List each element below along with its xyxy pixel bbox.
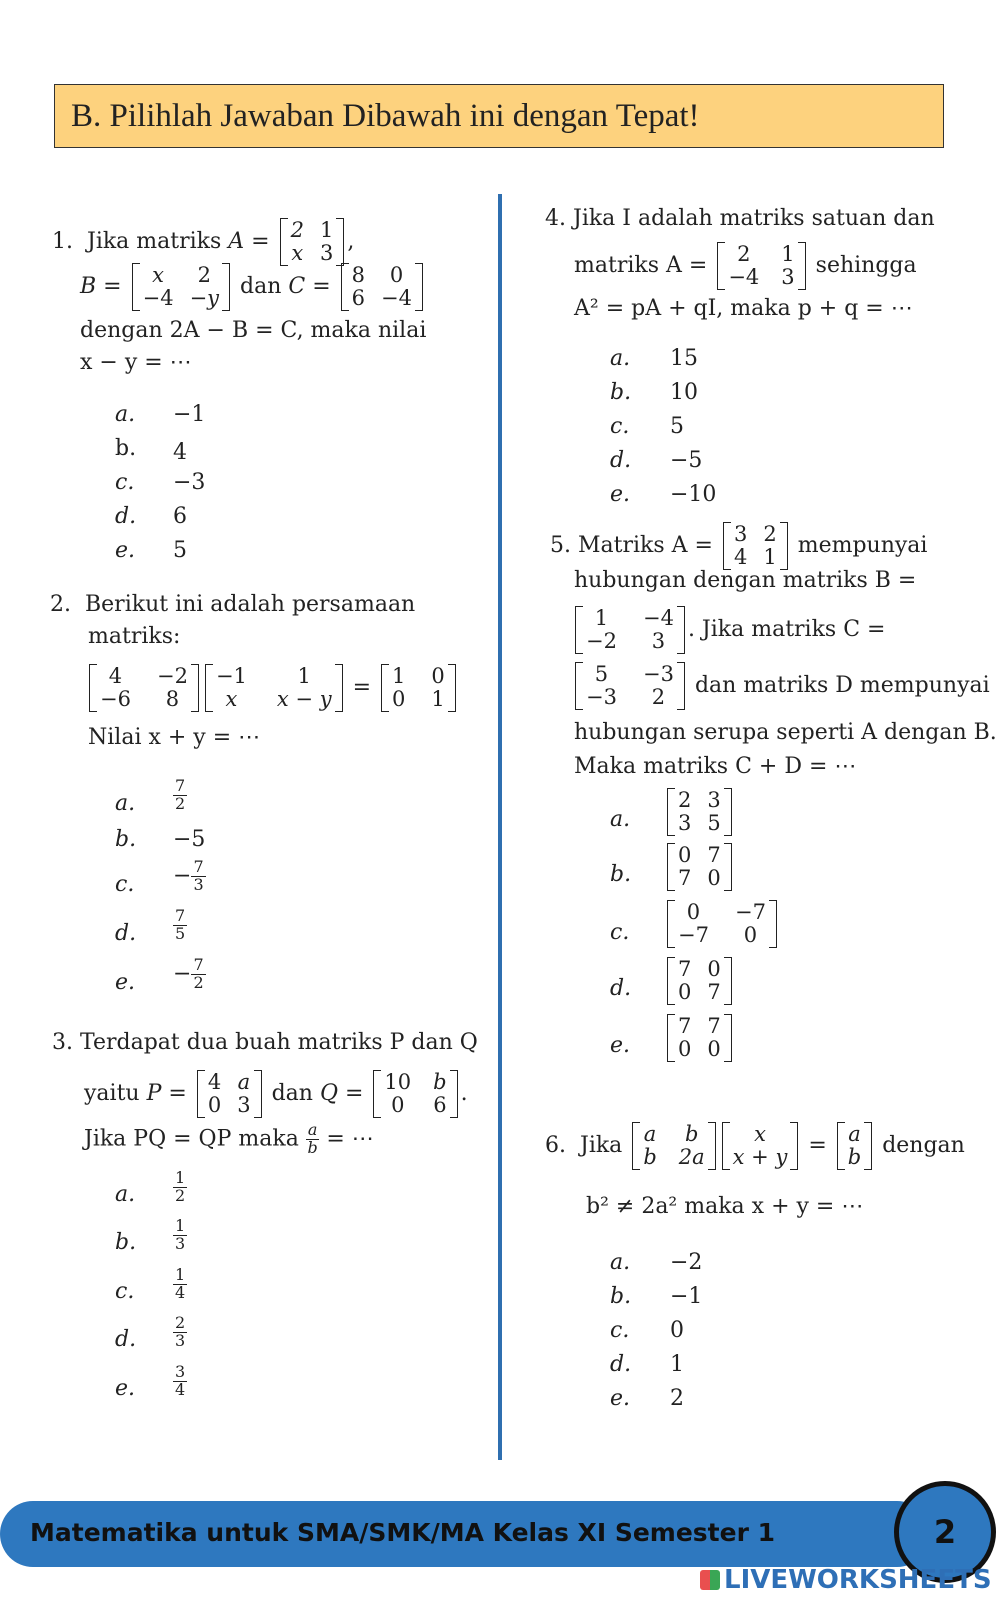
- q6-matrix-3: a b: [837, 1122, 872, 1170]
- q1-matrix-a: 2 1 x 3: [280, 218, 345, 266]
- q4-option-b-value: 10: [670, 380, 698, 405]
- q3-line3: Jika PQ = QP maka $\frac{a}{b}$ = ⋯: [84, 1120, 374, 1157]
- q4-line3: A² = pA + qI, maka p + q = ⋯: [574, 296, 913, 321]
- q6-option-b-letter: b.: [610, 1284, 632, 1309]
- q5-matrix-c: 5 −3 −3 2: [575, 662, 685, 710]
- q4-option-c-value: 5: [670, 414, 684, 439]
- q6-line2: b² ≠ 2a² maka x + y = ⋯: [586, 1194, 864, 1219]
- q1-option-d-value: 6: [173, 504, 187, 529]
- q4-option-d-letter: d.: [610, 448, 632, 473]
- q4-option-a-letter: a.: [610, 346, 631, 371]
- q5-option-d-letter: d.: [610, 976, 632, 1001]
- q6-matrix-1: a b b 2a: [632, 1122, 715, 1170]
- q2-option-b-letter: b.: [115, 827, 137, 852]
- q4-matrix-a: 2 1 −4 3: [717, 242, 805, 290]
- q6-option-a-value: −2: [670, 1250, 703, 1275]
- q2-option-a-letter: a.: [115, 791, 136, 816]
- q1-line2: B = x 2 −4 −y dan C = 8 0 6 −4: [80, 263, 426, 311]
- q5-line5: hubungan serupa seperti A dengan B.: [574, 720, 997, 745]
- q1-matrix-c: 8 0 6 −4: [341, 263, 423, 311]
- q2-option-c-letter: c.: [115, 872, 135, 897]
- q2-matrix-1: 4 −2 −6 8: [89, 664, 199, 712]
- q4-option-c-letter: c.: [610, 414, 630, 439]
- q5-option-e-value: 7 7 0 0: [664, 1014, 735, 1062]
- q2-option-d-letter: d.: [115, 921, 137, 946]
- q3-option-d-value: $\frac{2}{3}$: [175, 1313, 186, 1350]
- q1-line3: dengan 2A − B = C, maka nilai: [80, 318, 427, 343]
- column-divider: [498, 194, 502, 1460]
- q6-option-a-letter: a.: [610, 1250, 631, 1275]
- q5-line6: Maka matriks C + D = ⋯: [574, 754, 857, 779]
- q5-line3: 1 −4 −2 3 . Jika matriks C =: [572, 606, 885, 654]
- q5-option-a-value: 2 3 3 5: [664, 788, 735, 836]
- q3-option-e-value: $\frac{3}{4}$: [175, 1362, 186, 1399]
- q1-option-a-value: −1: [173, 402, 206, 427]
- q6-option-d-value: 1: [670, 1352, 684, 1377]
- section-title: B. Pilihlah Jawaban Dibawah ini dengan Tepat!: [54, 84, 944, 148]
- q2-option-a-value: $\frac{7}{2}$: [175, 776, 186, 813]
- q4-option-d-value: −5: [670, 448, 703, 473]
- q1-option-e-letter: e.: [115, 538, 136, 563]
- q3-matrix-p: 4 a 0 3: [197, 1070, 262, 1118]
- q4-option-a-value: 15: [670, 346, 698, 371]
- q5-option-e-letter: e.: [610, 1033, 631, 1058]
- q6-matrix-2: x x + y: [722, 1122, 799, 1170]
- q5-option-b-letter: b.: [610, 862, 632, 887]
- q2-line2: matriks:: [88, 624, 181, 649]
- q5-option-a-letter: a.: [610, 807, 631, 832]
- q3-option-b-letter: b.: [115, 1230, 137, 1255]
- q6-option-b-value: −1: [670, 1284, 703, 1309]
- q1-line4: x − y = ⋯: [80, 350, 192, 375]
- q6-option-e-value: 2: [670, 1386, 684, 1411]
- q6-option-c-letter: c.: [610, 1318, 630, 1343]
- q4-line1: 4. Jika I adalah matriks satuan dan: [545, 206, 935, 231]
- q2-line1: 2. Berikut ini adalah persamaan: [50, 592, 416, 617]
- page-number: 2: [894, 1481, 996, 1583]
- q5-line2: hubungan dengan matriks B =: [574, 568, 917, 593]
- q5-option-c-value: 0 −7 −7 0: [664, 900, 780, 948]
- q3-option-e-letter: e.: [115, 1376, 136, 1401]
- q1-option-e-value: 5: [173, 538, 187, 563]
- q2-option-b-value: −5: [173, 827, 206, 852]
- q3-matrix-q: 10 b 0 6: [373, 1070, 457, 1118]
- q1-line1: 1. Jika matriks A = 2 1 x 3 ,: [52, 218, 355, 265]
- q5-line4: 5 −3 −3 2 dan matriks D mempunyai: [572, 662, 990, 710]
- q3-option-c-value: $\frac{1}{4}$: [175, 1265, 186, 1302]
- q2-line3: Nilai x + y = ⋯: [88, 725, 261, 750]
- q5-option-b-value: 0 7 7 0: [664, 843, 735, 891]
- q4-option-e-letter: e.: [610, 482, 631, 507]
- liveworksheets-watermark: LIVEWORKSHEETS: [700, 1565, 992, 1595]
- q6-option-e-letter: e.: [610, 1386, 631, 1411]
- q4-option-b-letter: b.: [610, 380, 632, 405]
- q5-option-d-value: 7 0 0 7: [664, 957, 735, 1005]
- q1-option-d-letter: d.: [115, 504, 137, 529]
- q6-line1: 6. Jika a b b 2a x x + y = a b dengan: [545, 1122, 965, 1169]
- q3-option-a-value: $\frac{1}{2}$: [175, 1168, 186, 1205]
- q1-option-a-letter: a.: [115, 402, 136, 427]
- q2-matrix-3: 1 0 0 1: [381, 664, 456, 712]
- q5-matrix-a: 3 2 4 1: [723, 522, 788, 570]
- q1-option-b-value: 4: [173, 440, 187, 465]
- liveworksheets-logo-icon: [700, 1570, 720, 1590]
- q1-option-c-letter: c.: [115, 470, 135, 495]
- footer-title: Matematika untuk SMA/SMK/MA Kelas XI Semester 1: [30, 1518, 776, 1547]
- q2-option-d-value: $\frac{7}{5}$: [175, 906, 186, 943]
- q3-option-b-value: $\frac{1}{3}$: [175, 1216, 186, 1253]
- q6-option-d-letter: d.: [610, 1352, 632, 1377]
- q3-line2: yaitu P = 4 a 0 3 dan Q = 10 b 0 6 .: [84, 1070, 468, 1117]
- q3-option-a-letter: a.: [115, 1182, 136, 1207]
- q2-matrix-2: −1 1 x x − y: [205, 664, 343, 712]
- q1-option-b-letter: b.: [115, 436, 137, 461]
- q5-line1: 5. Matriks A = 3 2 4 1 mempunyai: [550, 522, 928, 569]
- q5-option-c-letter: c.: [610, 920, 630, 945]
- q2-option-c-value: − $\frac{7}{3}$: [173, 857, 204, 894]
- q3-option-d-letter: d.: [115, 1327, 137, 1352]
- q6-option-c-value: 0: [670, 1318, 684, 1343]
- q1-option-c-value: −3: [173, 470, 206, 495]
- q1-matrix-b: x 2 −4 −y: [132, 263, 230, 311]
- q3-line1: 3. Terdapat dua buah matriks P dan Q: [52, 1030, 478, 1055]
- q2-equation: 4 −2 −6 8 −1 1 x x − y = 1 0 0 1: [86, 664, 459, 712]
- q5-matrix-b: 1 −4 −2 3: [575, 606, 685, 654]
- q4-option-e-value: −10: [670, 482, 717, 507]
- q2-option-e-letter: e.: [115, 970, 136, 995]
- q2-option-e-value: − $\frac{7}{2}$: [173, 955, 204, 992]
- q3-option-c-letter: c.: [115, 1279, 135, 1304]
- q4-line2: matriks A = 2 1 −4 3 sehingga: [574, 242, 917, 289]
